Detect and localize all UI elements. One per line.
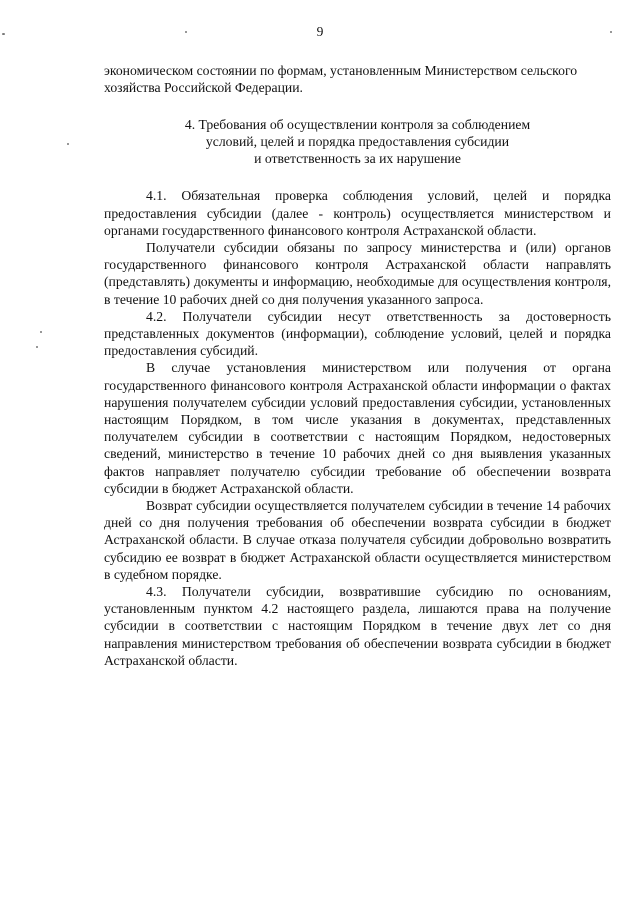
paragraph-recipients-obligations: Получатели субсидии обязаны по запросу министерства и (или) органов государственного финансового контроля Астраханской области направлять (представлять) документы и информацию, необходимые для осуществления контроля, в течение 10 рабочих дней со дня получения указанного запроса. [104, 240, 611, 307]
page-number: 9 [316, 24, 324, 39]
paragraph-4-3: 4.3. Получатели субсидии, возвратившие субсидию по основаниям, установленным пунктом 4.2 настоящего раздела, лишаются права на получение субсидии в соответствии с настоящим Порядком в течение двух лет со дня направления министерством требования об обеспечении возврата субсидии в бюджет Астраханской области. [104, 584, 611, 668]
section-heading-line: и ответственность за их нарушение [254, 151, 461, 167]
section-heading-line: условий, целей и порядка предоставления субсидии [205, 134, 510, 150]
scan-speck [36, 346, 38, 348]
paragraph-violation-cases: В случае установления министерством или получения от органа государственного финансового контроля Астраханской области информации о фактах нарушения получателем субсидии условий предоставления субсидии, установленных настоящим Порядком, в том числе указания в документах, представленных получателем субсидии в соответствии с настоящим Порядком, недостоверных сведений, министерство в течение 10 рабочих дней со дня выявления указанных фактов направляет получателю субсидии требование об обеспечении возврата субсидии в бюджет Астраханской области. [104, 360, 611, 496]
scan-speck [2, 33, 5, 35]
paragraph-4-2: 4.2. Получатели субсидии несут ответственность за достоверность представленных документов (информации), соблюдение условий, целей и порядка предоставления субсидий. [104, 308, 611, 359]
paragraph-4-1: 4.1. Обязательная проверка соблюдения условий, целей и порядка предоставления субсидии (далее - контроль) осуществляется министерством и органами государственного финансового контроля Астраханской области. [104, 188, 611, 238]
document-body [104, 62, 611, 669]
paragraph-subsidy-return: Возврат субсидии осуществляется получателем субсидии в течение 14 рабочих дней со дня получения требования об обеспечении возврата субсидии в бюджет Астраханской области. В случае отказа получателя субсидии добровольно возвратить субсидию ее возврат в бюджет Астраханской области осуществляется министерством в судебном порядке. [104, 498, 611, 582]
section-heading-line: 4. Требования об осуществлении контроля за соблюдением [184, 117, 531, 133]
section-heading [104, 116, 611, 167]
intro-paragraph: экономическом состоянии по формам, установленным Министерством сельского хозяйства Российской Федерации. [104, 63, 578, 96]
scan-speck [610, 31, 612, 33]
scan-speck [40, 331, 42, 333]
scan-speck [67, 143, 69, 145]
scan-speck [185, 31, 187, 33]
